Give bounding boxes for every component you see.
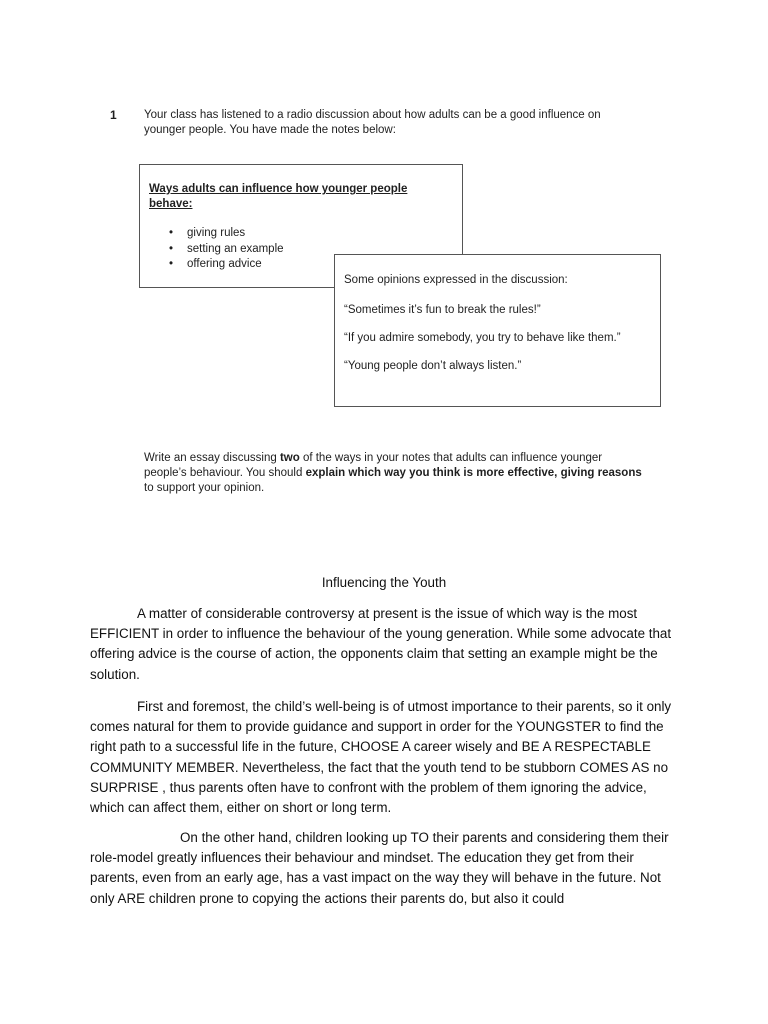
essay-paragraph: On the other hand, children looking up TO their parents and considering them their role-model greatly influences their behaviour and mindset. The education they get from their parents, even from an early age, has a vast impact on the way they will behave in the future. Not only ARE children prone to copying the actions their parents do, but also it could — [90, 830, 669, 906]
notes-list — [149, 226, 284, 273]
notes-list-item — [149, 257, 284, 273]
notes-list-item — [149, 226, 284, 242]
opinion-quote: “Young people don’t always listen.” — [344, 360, 522, 372]
notes-item-label: giving rules — [187, 227, 246, 239]
essay-paragraph: First and foremost, the child’s well-being is of utmost importance to their parents, so it only comes natural for them to provide guidance and support in order for the YOUNGSTER to find the right path to a successful life in the future, CHOOSE A career wisely and BE A RESPECTABLE COMMUNITY MEMBER. Nevertheless, the fact that the youth tend to be stubborn COMES AS no SURPRISE , thus parents often have to confront with the problem of them ignoring the advice, which can affect them, either on short or long term. — [90, 699, 672, 816]
bullet-icon: • — [169, 258, 174, 270]
bullet-icon: • — [169, 227, 174, 239]
task-prompt: Your class has listened to a radio discussion about how adults can be a good influence on younger people. You have made the notes below: — [144, 109, 601, 136]
notes-item-label: setting an example — [187, 242, 284, 255]
bullet-icon: • — [169, 242, 174, 255]
opinions-heading: Some opinions expressed in the discussion: — [344, 274, 568, 286]
opinion-quote: “Sometimes it’s fun to break the rules!” — [344, 304, 541, 316]
notes-list-item — [149, 242, 284, 258]
notes-title: Ways adults can influence how younger people behave: — [149, 183, 408, 210]
notes-item-label: offering advice — [187, 258, 262, 270]
task-instruction — [144, 451, 644, 496]
instruction-text: of the ways in your notes that adults can influence younger people’s behaviour. You should — [144, 452, 603, 479]
essay-paragraph: A matter of considerable controversy at present is the issue of which way is the most EFFICIENT in order to influence the behaviour of the young generation. While some advocate that offering advice is the course of action, the opponents claim that setting an example might be the solution. — [90, 606, 672, 682]
essay-title: Influencing the Youth — [321, 575, 447, 590]
instruction-emphasis: explain which way you think is more effective, giving reasons — [305, 467, 642, 479]
instruction-emphasis: two — [279, 452, 300, 464]
instruction-text: to support your opinion. — [144, 482, 265, 494]
opinions-box — [334, 254, 661, 407]
instruction-text: Write an essay discussing — [144, 452, 280, 464]
opinion-quote: “If you admire somebody, you try to behave like them.” — [344, 332, 621, 344]
task-number: 1 — [110, 108, 117, 122]
